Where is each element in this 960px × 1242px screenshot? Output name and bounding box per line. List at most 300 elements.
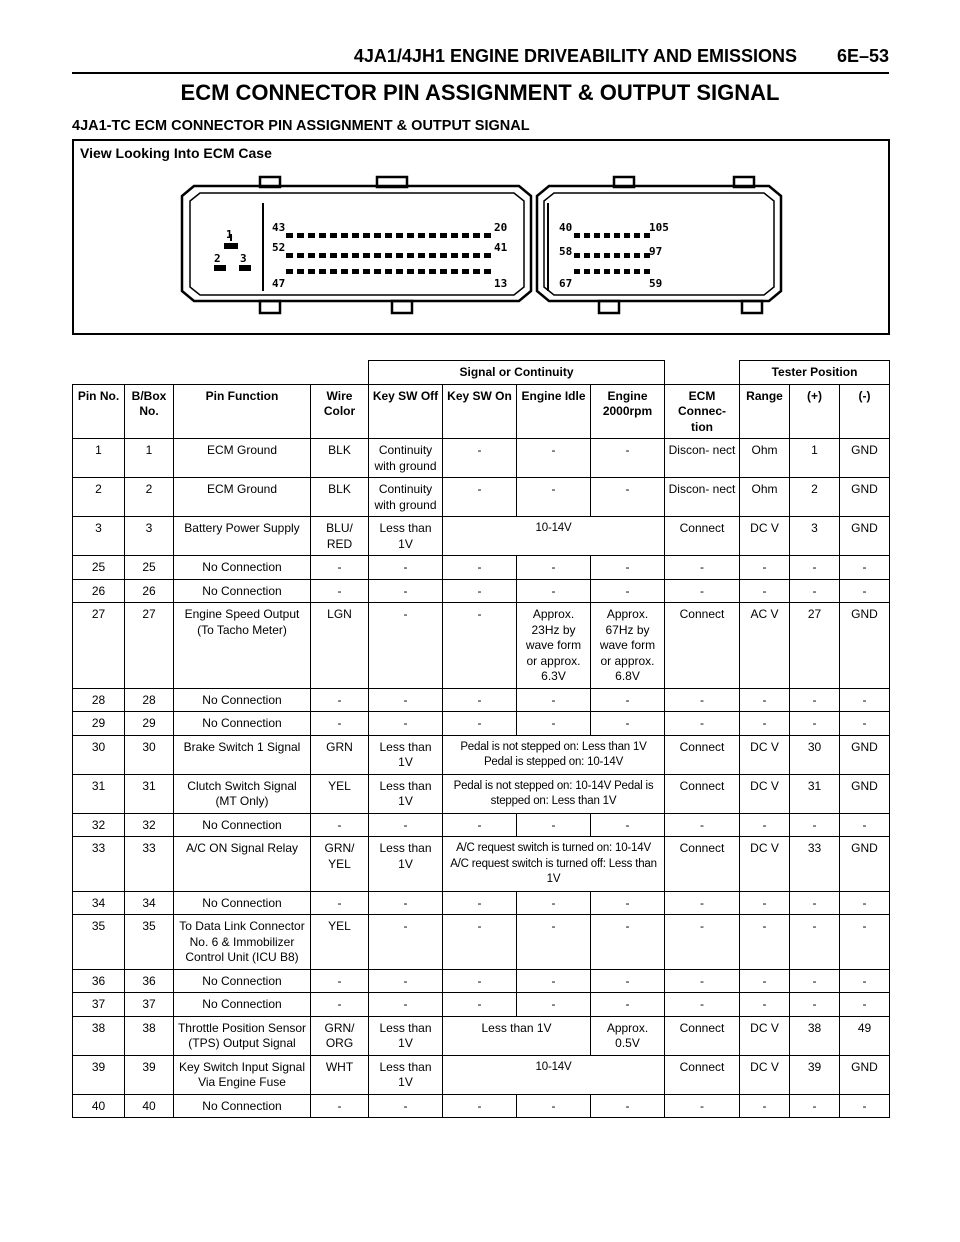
table-cell: WHT [311, 1055, 369, 1094]
table-row [73, 712, 890, 736]
connector-pin [594, 253, 600, 258]
connector-pin [308, 233, 315, 238]
table-cell: GRN/ ORG [311, 1016, 369, 1055]
table-cell: 27 [73, 603, 125, 689]
table-cell: - [840, 579, 890, 603]
table-cell: 30 [125, 735, 174, 774]
table-cell: BLU/ RED [311, 517, 369, 556]
table-cell: - [665, 579, 740, 603]
table-cell: DC V [740, 735, 790, 774]
table-cell: Ohm [740, 478, 790, 517]
table-cell: 35 [125, 915, 174, 970]
connector-diagram-box [72, 139, 890, 335]
table-cell: No Connection [174, 1094, 311, 1118]
connector-pin [451, 253, 458, 258]
table-cell: 38 [73, 1016, 125, 1055]
column-header: (-) [840, 384, 890, 439]
table-cell: - [369, 688, 443, 712]
table-cell: - [740, 813, 790, 837]
connector-pin [374, 269, 381, 274]
pin-label-58: 58 [559, 245, 573, 258]
connector-pin [473, 269, 480, 274]
table-row [73, 969, 890, 993]
pin-label-59: 59 [649, 277, 663, 290]
table-cell: - [369, 969, 443, 993]
table-cell: GND [840, 774, 890, 813]
connector-pin [330, 253, 337, 258]
table-cell: - [591, 993, 665, 1017]
table-cell: 31 [125, 774, 174, 813]
header-rule [72, 72, 889, 74]
table-cell: - [740, 993, 790, 1017]
connector-pin [341, 233, 348, 238]
table-cell: - [517, 712, 591, 736]
table-cell: - [369, 579, 443, 603]
table-cell: 2 [125, 478, 174, 517]
table-cell: - [840, 556, 890, 580]
table-cell: - [665, 688, 740, 712]
table-row [73, 478, 890, 517]
table-cell: 32 [125, 813, 174, 837]
table-cell: No Connection [174, 813, 311, 837]
table-cell: GND [840, 1055, 890, 1094]
table-cell: - [665, 993, 740, 1017]
table-cell: 31 [73, 774, 125, 813]
table-cell: Less than 1V [369, 1055, 443, 1094]
table-cell: Approx. 67Hz by wave form or approx. 6.8V [591, 603, 665, 689]
table-cell: - [443, 915, 517, 970]
table-cell: - [591, 891, 665, 915]
column-header: Key SW Off [369, 384, 443, 439]
table-cell: - [840, 1094, 890, 1118]
table-row [73, 993, 890, 1017]
pin-label-20: 20 [494, 221, 508, 234]
table-cell: No Connection [174, 556, 311, 580]
table-cell: 40 [125, 1094, 174, 1118]
connector-pin [473, 233, 480, 238]
table-cell: Less than 1V [369, 517, 443, 556]
connector-pin [363, 233, 370, 238]
table-cell: Less than 1V [369, 837, 443, 892]
connector-pin [440, 269, 447, 274]
table-cell: - [591, 969, 665, 993]
table-cell: Ohm [740, 439, 790, 478]
table-cell: DC V [740, 1055, 790, 1094]
table-cell: GND [840, 517, 890, 556]
table-cell: - [740, 556, 790, 580]
table-cell: 29 [73, 712, 125, 736]
tester-group-header: Tester Position [740, 361, 890, 385]
connector-pin [574, 233, 580, 238]
table-cell: 25 [73, 556, 125, 580]
table-cell: 39 [790, 1055, 840, 1094]
connector-pin [363, 269, 370, 274]
pin-assignment-table [72, 360, 890, 1118]
table-cell: DC V [740, 774, 790, 813]
table-cell: - [665, 813, 740, 837]
connector-pin [297, 269, 304, 274]
column-header: Pin Function [174, 384, 311, 439]
table-cell: - [369, 1094, 443, 1118]
connector-pin [484, 233, 491, 238]
column-header: Key SW On [443, 384, 517, 439]
connector-pin [396, 269, 403, 274]
connector-pin [484, 253, 491, 258]
signal-group-header: Signal or Continuity [369, 361, 665, 385]
table-cell: Connect [665, 774, 740, 813]
table-cell: Connect [665, 1055, 740, 1094]
connector-pin [574, 269, 580, 274]
table-cell: - [790, 579, 840, 603]
table-cell: 49 [840, 1016, 890, 1055]
table-cell: 10-14V [443, 1055, 665, 1094]
table-cell: 25 [125, 556, 174, 580]
table-row [73, 1016, 890, 1055]
table-cell: - [591, 712, 665, 736]
connector-pin [624, 269, 630, 274]
connector-pin [286, 233, 293, 238]
table-cell: - [591, 915, 665, 970]
table-cell: - [790, 915, 840, 970]
table-cell: No Connection [174, 993, 311, 1017]
table-row [73, 517, 890, 556]
table-row [73, 579, 890, 603]
table-cell: Connect [665, 735, 740, 774]
table-cell: - [311, 1094, 369, 1118]
connector-pin [330, 233, 337, 238]
table-cell: - [369, 603, 443, 689]
table-cell: GND [840, 478, 890, 517]
connector-pin [341, 253, 348, 258]
connector-pin [429, 233, 436, 238]
connector-pin [319, 269, 326, 274]
table-cell: YEL [311, 774, 369, 813]
connector-pin [451, 233, 458, 238]
table-cell: DC V [740, 1016, 790, 1055]
connector-pin [624, 253, 630, 258]
table-cell: 33 [125, 837, 174, 892]
connector-pin [614, 269, 620, 274]
connector-pin [407, 233, 414, 238]
table-cell: - [517, 478, 591, 517]
table-cell: - [840, 813, 890, 837]
table-cell: - [665, 712, 740, 736]
connector-pin [418, 253, 425, 258]
table-cell: - [517, 688, 591, 712]
table-cell: 31 [790, 774, 840, 813]
connector-pin [352, 269, 359, 274]
table-cell: - [740, 712, 790, 736]
table-cell: AC V [740, 603, 790, 689]
table-row [73, 1094, 890, 1118]
table-cell: - [517, 1094, 591, 1118]
table-cell: - [591, 1094, 665, 1118]
table-cell: DC V [740, 517, 790, 556]
table-cell: 33 [790, 837, 840, 892]
left-pin-rows [286, 233, 491, 274]
table-cell: 35 [73, 915, 125, 970]
table-row [73, 915, 890, 970]
table-cell: - [443, 556, 517, 580]
connector-pin [352, 233, 359, 238]
table-cell: 3 [790, 517, 840, 556]
subtitle: 4JA1-TC ECM CONNECTOR PIN ASSIGNMENT & OUTPUT SIGNAL [72, 118, 530, 134]
table-cell: Approx. 23Hz by wave form or approx. 6.3V [517, 603, 591, 689]
table-row [73, 556, 890, 580]
table-cell: - [790, 993, 840, 1017]
connector-diagram [74, 141, 888, 333]
table-cell: - [591, 439, 665, 478]
table-cell: - [840, 969, 890, 993]
table-cell: BLK [311, 478, 369, 517]
column-header: B/Box No. [125, 384, 174, 439]
connector-pin [584, 233, 590, 238]
connector-pin [308, 253, 315, 258]
table-cell: No Connection [174, 688, 311, 712]
table-cell: - [740, 1094, 790, 1118]
table-cell: 40 [73, 1094, 125, 1118]
connector-pin [644, 269, 650, 274]
table-cell: 3 [73, 517, 125, 556]
connector-pin [319, 233, 326, 238]
pin-label-1: 1 [226, 228, 233, 241]
table-cell: - [443, 813, 517, 837]
table-cell: - [311, 813, 369, 837]
connector-pin [484, 269, 491, 274]
table-cell: 30 [73, 735, 125, 774]
table-cell: 38 [790, 1016, 840, 1055]
table-cell: - [311, 579, 369, 603]
table-cell: - [443, 603, 517, 689]
table-cell: - [665, 556, 740, 580]
pin-label-67: 67 [559, 277, 573, 290]
table-cell: Clutch Switch Signal (MT Only) [174, 774, 311, 813]
table-row [73, 1055, 890, 1094]
table-cell: 37 [73, 993, 125, 1017]
table-cell: BLK [311, 439, 369, 478]
table-cell: 39 [125, 1055, 174, 1094]
table-cell: No Connection [174, 969, 311, 993]
table-cell: 32 [73, 813, 125, 837]
pin-label-41: 41 [494, 241, 508, 254]
table-cell: - [665, 891, 740, 915]
table-cell: Key Switch Input Signal Via Engine Fuse [174, 1055, 311, 1094]
table-cell: 34 [73, 891, 125, 915]
table-cell: - [591, 556, 665, 580]
table-cell: GND [840, 735, 890, 774]
table-cell: Brake Switch 1 Signal [174, 735, 311, 774]
table-cell: 29 [125, 712, 174, 736]
connector-pin [440, 253, 447, 258]
table-row [73, 439, 890, 478]
table-cell: - [740, 579, 790, 603]
column-headers [73, 384, 890, 439]
pin-label-40: 40 [559, 221, 573, 234]
table-cell: Battery Power Supply [174, 517, 311, 556]
table-cell: 30 [790, 735, 840, 774]
table-row [73, 813, 890, 837]
connector-pin [634, 269, 640, 274]
connector-pin [286, 269, 293, 274]
table-cell: Less than 1V [369, 1016, 443, 1055]
table-row [73, 688, 890, 712]
table-cell: No Connection [174, 891, 311, 915]
table-cell: 37 [125, 993, 174, 1017]
table-cell: 38 [125, 1016, 174, 1055]
connector-pin [385, 253, 392, 258]
connector-pin [330, 269, 337, 274]
connector-pin [374, 233, 381, 238]
pin-label-3: 3 [240, 252, 247, 265]
table-cell: YEL [311, 915, 369, 970]
table-cell: 10-14V [443, 517, 665, 556]
table-cell: - [311, 969, 369, 993]
table-cell: Approx. 0.5V [591, 1016, 665, 1055]
diagram-label: View Looking Into ECM Case [80, 145, 272, 161]
connector-pin [584, 253, 590, 258]
table-cell: - [443, 478, 517, 517]
connector-pin [297, 233, 304, 238]
table-cell: - [517, 891, 591, 915]
table-cell: 36 [73, 969, 125, 993]
table-cell: 28 [125, 688, 174, 712]
table-cell: - [517, 813, 591, 837]
table-cell: 33 [73, 837, 125, 892]
table-cell: - [517, 556, 591, 580]
table-cell: - [369, 813, 443, 837]
table-cell: - [591, 813, 665, 837]
table-cell: GRN/ YEL [311, 837, 369, 892]
table-cell: - [840, 712, 890, 736]
table-cell: GND [840, 439, 890, 478]
right-pin-rows [574, 233, 650, 274]
connector-pin [594, 233, 600, 238]
connector-pin [429, 253, 436, 258]
table-cell: 3 [125, 517, 174, 556]
table-cell: Throttle Position Sensor (TPS) Output Signal [174, 1016, 311, 1055]
connector-pin [286, 253, 293, 258]
pin-label-2: 2 [214, 252, 221, 265]
table-cell: ECM Ground [174, 478, 311, 517]
main-title: ECM CONNECTOR PIN ASSIGNMENT & OUTPUT SIGNAL [180, 80, 780, 105]
connector-pin [319, 253, 326, 258]
table-cell: Continuity with ground [369, 439, 443, 478]
table-cell: Continuity with ground [369, 478, 443, 517]
pin-label-97: 97 [649, 245, 663, 258]
table-cell: - [840, 688, 890, 712]
connector-pin [363, 253, 370, 258]
table-cell: - [790, 556, 840, 580]
connector-pin [614, 253, 620, 258]
table-cell: Less than 1V [369, 735, 443, 774]
table-cell: 26 [73, 579, 125, 603]
table-cell: Less than 1V [443, 1016, 591, 1055]
table-cell: - [840, 891, 890, 915]
table-cell: GND [840, 603, 890, 689]
connector-pin [352, 253, 359, 258]
connector-pin [614, 233, 620, 238]
table-cell: - [790, 1094, 840, 1118]
connector-pin [624, 233, 630, 238]
connector-pin [604, 233, 610, 238]
connector-pin [429, 269, 436, 274]
connector-pin [462, 253, 469, 258]
pin-label-43: 43 [272, 221, 286, 234]
column-header: Engine Idle [517, 384, 591, 439]
connector-pin [308, 269, 315, 274]
table-cell: GND [840, 837, 890, 892]
table-cell: - [443, 993, 517, 1017]
table-cell: GRN [311, 735, 369, 774]
table-cell: ECM Ground [174, 439, 311, 478]
connector-pin [396, 233, 403, 238]
connector-pin [634, 253, 640, 258]
connector-pin [451, 269, 458, 274]
table-row [73, 735, 890, 774]
table-cell: - [369, 891, 443, 915]
column-header: (+) [790, 384, 840, 439]
pin-label-52: 52 [272, 241, 286, 254]
table-cell: - [790, 688, 840, 712]
connector-pin [418, 233, 425, 238]
connector-pin [574, 253, 580, 258]
table-cell: - [443, 891, 517, 915]
column-header: Wire Color [311, 384, 369, 439]
table-row [73, 774, 890, 813]
table-cell: - [591, 688, 665, 712]
table-cell: - [591, 579, 665, 603]
table-cell: - [369, 993, 443, 1017]
table-cell: To Data Link Connector No. 6 & Immobilizer Control Unit (ICU B8) [174, 915, 311, 970]
table-cell: 36 [125, 969, 174, 993]
pin-label-105: 105 [649, 221, 669, 234]
table-cell: - [369, 556, 443, 580]
table-cell: - [740, 915, 790, 970]
table-cell: Pedal is not stepped on: 10-14V Pedal is stepped on: Less than 1V [443, 774, 665, 813]
table-cell: - [790, 891, 840, 915]
table-cell: - [790, 712, 840, 736]
table-cell: 27 [790, 603, 840, 689]
table-cell: Discon- nect [665, 478, 740, 517]
connector-pin [297, 253, 304, 258]
table-cell: - [443, 688, 517, 712]
column-header: Engine 2000rpm [591, 384, 665, 439]
header-title: 4JA1/4JH1 ENGINE DRIVEABILITY AND EMISSIONS [353, 46, 797, 66]
table-cell: 2 [790, 478, 840, 517]
table-cell: - [517, 439, 591, 478]
table-cell: 28 [73, 688, 125, 712]
table-cell: - [369, 915, 443, 970]
table-cell: 27 [125, 603, 174, 689]
table-cell: - [443, 712, 517, 736]
table-cell: - [517, 915, 591, 970]
table-cell: Connect [665, 837, 740, 892]
connector-pin [374, 253, 381, 258]
table-cell: - [591, 478, 665, 517]
page-number: 6E–53 [836, 46, 889, 66]
connector-pin [634, 233, 640, 238]
table-cell: - [311, 891, 369, 915]
table-cell: Less than 1V [369, 774, 443, 813]
table-row [73, 837, 890, 892]
table-cell: - [311, 712, 369, 736]
table-cell: - [790, 813, 840, 837]
table-cell: - [840, 915, 890, 970]
table-cell: - [840, 993, 890, 1017]
table-cell: - [665, 915, 740, 970]
connector-pin [604, 269, 610, 274]
table-row [73, 891, 890, 915]
